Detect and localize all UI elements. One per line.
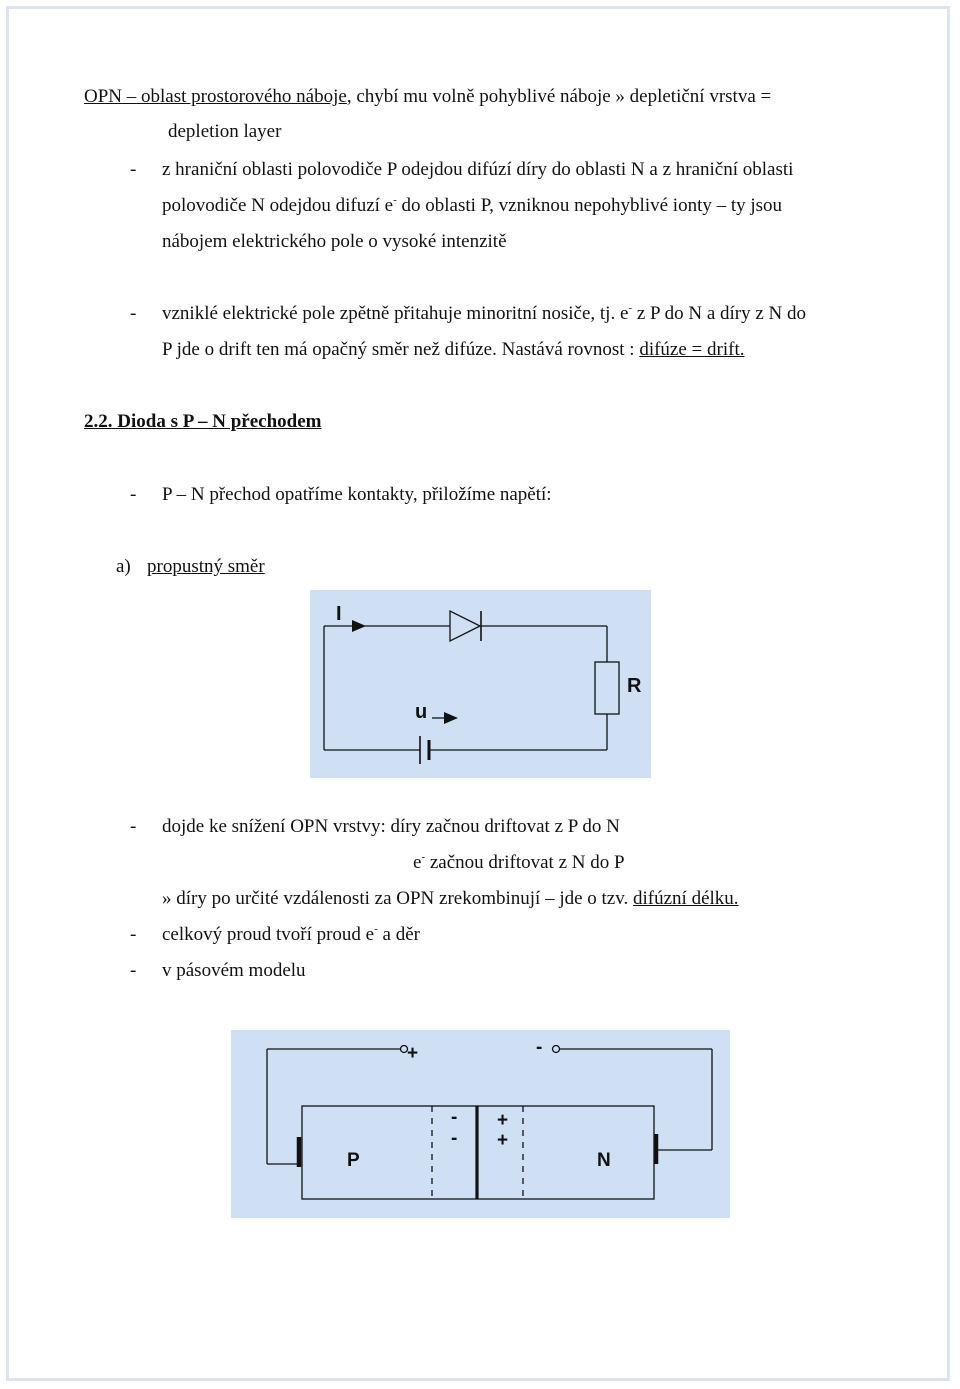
superscript: - (421, 851, 426, 863)
bullet4-line2-a: e (413, 852, 422, 873)
resistor-label: R (627, 675, 642, 697)
bullet6-text: v pásovém modelu (162, 960, 306, 981)
opn-definition-line-2: depletion layer (168, 121, 282, 142)
ion-minus-label: - (451, 1128, 458, 1149)
bullet1-line2-c: vzniknou nepohyblivé ionty – ty jsou (493, 195, 783, 216)
section-heading: 2.2. Dioda s P – N přechodem (84, 411, 322, 432)
region-p-label: P (347, 1150, 360, 1171)
bullet-dash: - (130, 159, 137, 180)
bullet-dash: - (130, 303, 137, 324)
bullet1-line2 (162, 195, 782, 217)
voltage-label: u (415, 701, 428, 723)
pn-junction-svg (231, 1030, 730, 1218)
bullet2-line1 (162, 303, 806, 325)
bullet1-line3: nábojem elektrického pole o vysoké intenzitě (162, 231, 507, 252)
bullet5-text-a: celkový proud tvoří proud e (162, 924, 375, 945)
diode-triangle (450, 611, 480, 641)
voltage-arrow-icon (444, 712, 458, 724)
bullet4-line2-b: začnou driftovat z N do P (425, 852, 625, 873)
bullet1-line2-a: polovodiče N odejdou difuzí e (162, 195, 394, 216)
ion-minus-label: - (451, 1107, 458, 1128)
opn-term: OPN – oblast prostorového náboje (84, 86, 347, 107)
bullet2-line2-underlined: difúze = drift. (639, 339, 745, 360)
bullet3-text: P – N přechod opatříme kontakty, přiložíme napětí: (162, 484, 552, 505)
bullet5-text (162, 924, 420, 946)
superscript: - (374, 923, 378, 935)
ion-plus-label: + (497, 1110, 509, 1131)
superscript: - (393, 194, 397, 206)
region-n-label: N (597, 1150, 611, 1171)
superscript: - (628, 302, 633, 314)
bullet4-line1: dojde ke snížení OPN vrstvy: díry začnou driftovat z P do N (162, 816, 620, 837)
bullet5-text-b: a děr (377, 924, 420, 945)
current-label: I (336, 603, 342, 625)
bullet-dash: - (130, 924, 137, 945)
bullet1-line2-b: do oblasti P (396, 195, 490, 216)
bullet2-line1-b: z P do N a díry z N do (632, 303, 807, 324)
current-arrow-icon (352, 620, 366, 632)
bullet4-line3-a: » díry po určité vzdálenosti za OPN zrekombinují – jde o tzv. (162, 888, 634, 909)
bullet-dash: - (130, 816, 137, 837)
bullet2-line1-a: vzniklé elektrické pole zpětně přitahuje minoritní nosiče, tj. e (162, 303, 629, 324)
bullet1-line2-comma: , (489, 195, 494, 216)
item-a-marker: a) (116, 556, 131, 577)
opn-definition-text: , chybí mu volně pohyblivé náboje » depletiční vrstva = (346, 86, 772, 107)
bullet2-line2 (162, 339, 744, 361)
bullet-dash: - (130, 960, 137, 981)
circuit-svg (310, 590, 651, 778)
bullet4-line2 (413, 852, 625, 874)
ion-plus-label: + (497, 1130, 509, 1151)
bullet2-line2-a: P jde o drift ten má opačný směr než difúze. Nastává rovnost : (162, 339, 640, 360)
terminal-minus-label: - (536, 1037, 543, 1058)
bullet1-line1: z hraniční oblasti polovodiče P odejdou difúzí díry do oblasti N a z hraniční oblasti (162, 159, 794, 180)
bullet4-line3 (162, 888, 739, 910)
bullet-dash: - (130, 484, 137, 505)
terminal-minus-icon (553, 1046, 560, 1053)
bullet4-line3-underlined: difúzní délku. (633, 888, 739, 909)
opn-definition-line (84, 86, 771, 108)
pn-junction-diagram (231, 1030, 730, 1218)
circuit-diagram (310, 590, 651, 778)
terminal-plus-label: + (407, 1043, 419, 1064)
resistor-symbol (595, 662, 619, 714)
item-a-label: propustný směr (147, 556, 265, 577)
